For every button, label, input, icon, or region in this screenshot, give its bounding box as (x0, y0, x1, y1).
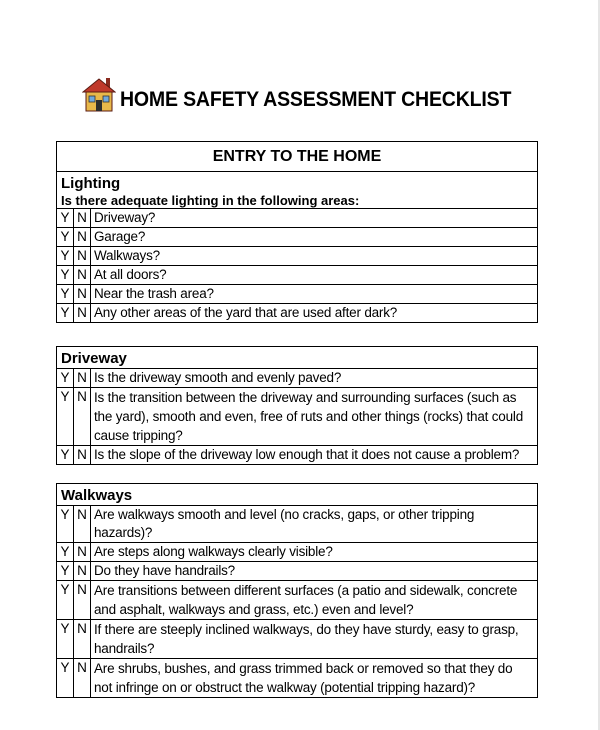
section-title: ENTRY TO THE HOME (57, 142, 538, 172)
table-row (57, 562, 538, 581)
table-row (57, 659, 538, 698)
yes-option[interactable]: Y (57, 543, 74, 562)
yes-option[interactable]: Y (57, 228, 74, 247)
yes-option[interactable]: Y (57, 620, 74, 659)
no-option[interactable]: N (74, 266, 91, 285)
page-title: HOME SAFETY ASSESSMENT CHECKLIST (120, 88, 512, 111)
question-text: Is the transition between the driveway and surrounding surfaces (such as the yard), smooth and even, free of ruts and other things (rocks) that could cause tripping? (91, 388, 538, 446)
table-row (57, 285, 538, 304)
yes-option[interactable]: Y (57, 209, 74, 228)
question-text: Walkways? (91, 247, 538, 266)
no-option[interactable]: N (74, 659, 91, 698)
question-text: If there are steeply inclined walkways, do they have sturdy, easy to grasp, handrails? (91, 620, 538, 659)
table-row (57, 304, 538, 323)
no-option[interactable]: N (74, 446, 91, 465)
question-text: Do they have handrails? (91, 562, 538, 581)
table-row (57, 388, 538, 446)
question-text: Is the slope of the driveway low enough that it does not cause a problem? (91, 446, 538, 465)
category-heading: Driveway (61, 350, 127, 367)
table-row (57, 620, 538, 659)
no-option[interactable]: N (74, 388, 91, 446)
no-option[interactable]: N (74, 506, 91, 543)
table-row (57, 543, 538, 562)
driveway-section-table (56, 346, 538, 465)
question-text: Garage? (91, 228, 538, 247)
house-icon (82, 76, 116, 112)
question-text: Are walkways smooth and level (no cracks, gaps, or other tripping hazards)? (91, 506, 538, 543)
table-row (57, 581, 538, 620)
question-text: Are shrubs, bushes, and grass trimmed back or removed so that they do not infringe on or obstruct the walkway (potential tripping hazard)? (91, 659, 538, 698)
driveway-header (57, 347, 538, 369)
no-option[interactable]: N (74, 620, 91, 659)
no-option[interactable]: N (74, 247, 91, 266)
subheading: Is there adequate lighting in the following areas: (61, 193, 360, 208)
question-text: Any other areas of the yard that are used after dark? (91, 304, 538, 323)
yes-option[interactable]: Y (57, 388, 74, 446)
walkways-header (57, 484, 538, 506)
entry-section-table (56, 141, 538, 323)
yes-option[interactable]: Y (57, 562, 74, 581)
yes-option[interactable]: Y (57, 659, 74, 698)
no-option[interactable]: N (74, 209, 91, 228)
no-option[interactable]: N (74, 304, 91, 323)
question-text: Are steps along walkways clearly visible? (91, 543, 538, 562)
table-row (57, 506, 538, 543)
table-row (57, 369, 538, 388)
yes-option[interactable]: Y (57, 581, 74, 620)
no-option[interactable]: N (74, 228, 91, 247)
category-heading: Lighting (61, 175, 121, 192)
walkways-section-table (56, 483, 538, 698)
table-row (57, 209, 538, 228)
yes-option[interactable]: Y (57, 266, 74, 285)
no-option[interactable]: N (74, 581, 91, 620)
table-row (57, 228, 538, 247)
question-text: Is the driveway smooth and evenly paved? (91, 369, 538, 388)
no-option[interactable]: N (74, 543, 91, 562)
table-row (57, 266, 538, 285)
no-option[interactable]: N (74, 369, 91, 388)
lighting-header (57, 172, 538, 209)
yes-option[interactable]: Y (57, 506, 74, 543)
yes-option[interactable]: Y (57, 369, 74, 388)
yes-option[interactable]: Y (57, 304, 74, 323)
table-row (57, 247, 538, 266)
no-option[interactable]: N (74, 285, 91, 304)
yes-option[interactable]: Y (57, 285, 74, 304)
no-option[interactable]: N (74, 562, 91, 581)
yes-option[interactable]: Y (57, 446, 74, 465)
yes-option[interactable]: Y (57, 247, 74, 266)
question-text: Near the trash area? (91, 285, 538, 304)
table-row (57, 446, 538, 465)
question-text: At all doors? (91, 266, 538, 285)
category-heading: Walkways (61, 487, 133, 504)
question-text: Are transitions between different surfaces (a patio and sidewalk, concrete and asphalt, walkways and grass, etc.) even and level? (91, 581, 538, 620)
header (82, 76, 541, 112)
question-text: Driveway? (91, 209, 538, 228)
